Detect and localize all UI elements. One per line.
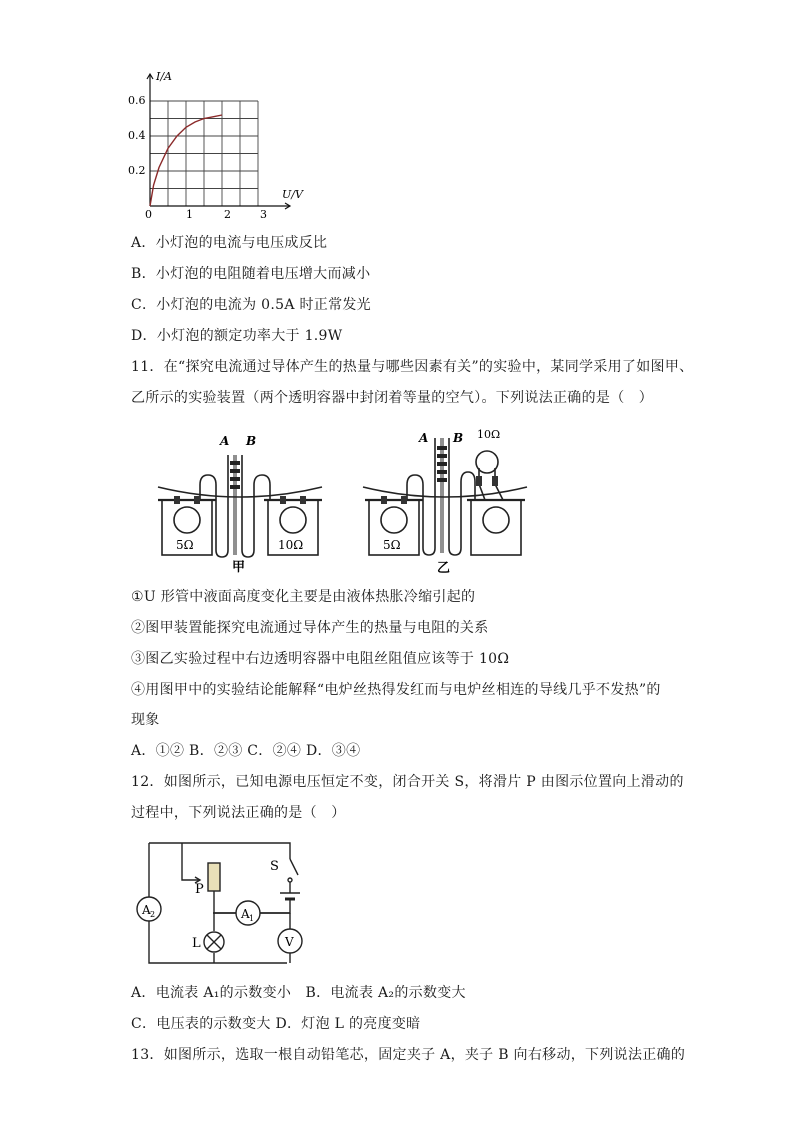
q11-statement-2: ②图甲装置能探究电流通过导体产生的热量与电阻的关系 [131, 620, 489, 636]
q12-stem-line2: 过程中，下列说法正确的是（ ） [131, 805, 346, 821]
x-axis-label: U/V [282, 188, 303, 201]
y-tick-label: 0.6 [128, 94, 146, 107]
u-tube-right [242, 455, 270, 557]
tube-label-a: A [220, 434, 230, 448]
q11-stem-line2: 乙所示的实验装置（两个透明容器中封闭着等量的空气）。下列说法正确的是（ ） [131, 390, 654, 406]
origin-label: 0 [145, 208, 152, 220]
resistor-bulb-right [483, 507, 509, 533]
resistor-bulb-left [174, 507, 200, 533]
q13-stem-line1: 13．如图所示，选取一根自动铅笔芯，固定夹子 A，夹子 B 向右移动，下列说法正确的 [131, 1047, 686, 1063]
resistor-label-left: 5Ω [383, 538, 401, 552]
q12-options-line1: A．电流表 A₁的示数变小 B．电流表 A₂的示数变大 [131, 985, 466, 1001]
y-tick-label: 0.2 [128, 164, 146, 177]
slider-wire [182, 843, 200, 880]
q11-options: A．①② B．②③ C．②④ D．③④ [131, 743, 361, 759]
figure-caption-yi: 乙 [437, 561, 451, 575]
x-tick-label: 1 [186, 208, 193, 220]
tube-label-b: B [246, 434, 257, 448]
external-resistor-label: 10Ω [477, 428, 501, 441]
y-axis-label: I/A [156, 70, 172, 83]
ammeter-a1-letter: A [241, 907, 250, 921]
rheostat [208, 863, 220, 891]
resistor-bulb-left [381, 507, 407, 533]
wire-top [149, 843, 290, 859]
circuit-diagram [130, 835, 315, 970]
q12-options-line2: C．电压表的示数变大 D．灯泡 L 的亮度变暗 [131, 1016, 421, 1032]
scale-marks [437, 446, 447, 482]
y-tick-label: 0.4 [128, 129, 146, 142]
q10-option-a: A．小灯泡的电流与电压成反比 [131, 235, 328, 251]
switch-blade [290, 859, 298, 875]
x-tick-label: 2 [224, 208, 231, 220]
switch-label: S [270, 859, 279, 874]
x-tick-label: 3 [260, 208, 267, 220]
ammeter-a2-sub: 2 [150, 910, 156, 919]
scale-marks [230, 461, 240, 489]
figure-caption-jia: 甲 [232, 560, 246, 575]
resistor-bulb-right [280, 507, 306, 533]
joule-apparatus-jia [150, 425, 330, 575]
q10-option-d: D．小灯泡的额定功率大于 1.9W [131, 328, 343, 344]
resistor-label-left: 5Ω [176, 538, 194, 552]
slider-label: P [195, 882, 204, 897]
ammeter-a2-letter: A [142, 903, 151, 917]
ammeter-a1-sub: 1 [249, 914, 255, 923]
q10-option-c: C．小灯泡的电流为 0.5A 时正常发光 [131, 297, 371, 313]
q10-option-b: B．小灯泡的电阻随着电压增大而减小 [131, 266, 371, 282]
q11-statement-1: ①U 形管中液面高度变化主要是由液体热胀冷缩引起的 [131, 589, 476, 605]
q11-stem-line1: 11．在“探究电流通过导体产生的热量与哪些因素有关”的实验中，某同学采用了如图甲、 [131, 359, 694, 375]
connecting-wire [363, 487, 527, 497]
q12-stem-line1: 12．如图所示，已知电源电压恒定不变，闭合开关 S，将滑片 P 由图示位置向上滑动的 [131, 774, 684, 790]
voltmeter-letter: V [285, 935, 294, 949]
tube-label-a: A [419, 431, 429, 445]
joule-apparatus-yi [355, 420, 535, 575]
iu-graph [120, 60, 310, 220]
lamp-label: L [192, 936, 201, 951]
u-tube-left [200, 455, 228, 557]
q11-statement-4-cont: 现象 [131, 712, 160, 728]
tube-label-b: B [453, 431, 464, 445]
q11-statement-4: ④用图甲中的实验结论能解释“电炉丝热得发红而与电炉丝相连的导线几乎不发热”的 [131, 682, 661, 698]
q11-statement-3: ③图乙实验过程中右边透明容器中电阻丝阻值应该等于 10Ω [131, 651, 510, 667]
container-right [471, 500, 521, 555]
resistor-label-right: 10Ω [278, 538, 304, 552]
